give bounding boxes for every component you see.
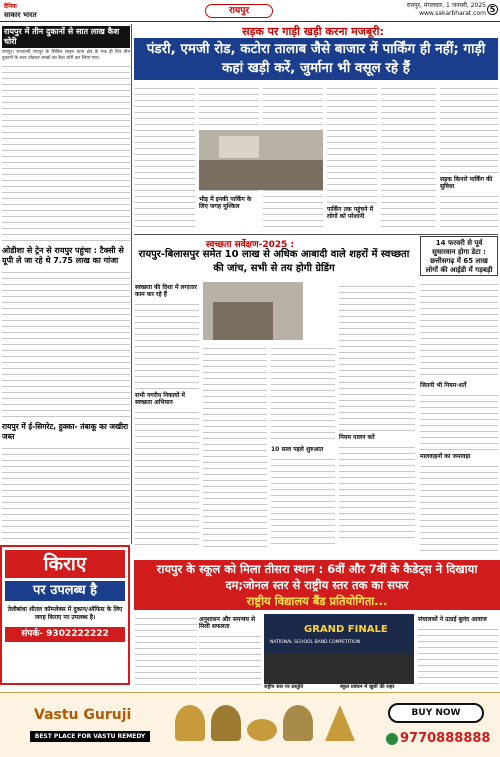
rent-ad-line1: किराए: [5, 550, 125, 578]
lead-col-5-lines: [381, 84, 436, 232]
buy-now-button[interactable]: BUY NOW: [388, 703, 484, 723]
school-col-4-lines: [418, 625, 498, 685]
feb14-box: 14 फरवरी से पूर्व सुधारवान होगा डेटा : छत्तीसगढ़ में 65 लाख लोगों की आईडी में गड़बड़ी: [420, 236, 498, 276]
section-tag: रायपुर: [205, 4, 273, 18]
rent-ad[interactable]: [0, 545, 130, 685]
school-col-2: [199, 614, 261, 690]
lead-headline: पंडरी, एमजी रोड, कटोरा तालाब जैसे बाजार में पार्किंग ही नहीं; गाड़ी कहां खड़ी करें, जुर्माना भी वसूल रहे हैं: [134, 38, 498, 80]
mid-hd1: भीड़ में इनकी पार्किंग के लिए जगह मुश्किल: [199, 196, 252, 210]
phone-number[interactable]: [386, 731, 496, 746]
right-col-lines-3: [420, 462, 498, 552]
bell-icon: [211, 705, 241, 741]
pyramid-icon: [325, 705, 355, 741]
dateline: [407, 2, 486, 18]
school-photo: [264, 614, 414, 684]
swachhata-col-4b-lines: [339, 443, 415, 543]
lead-col-6: [440, 84, 498, 232]
lead-col-1: [135, 84, 195, 232]
idol-icon: [175, 705, 205, 741]
school-col-1: [135, 614, 197, 690]
swachhata-kicker: स्वच्छता सर्वेक्षण-2025 :: [205, 240, 295, 250]
swachhata-col-1: [135, 282, 199, 552]
swachhata-photo: [203, 282, 303, 340]
story1-kicker: रायपुर। राजधानी रायपुर के सिविल लाइन थाना क्षेत्र के एक ही दिन तीन दुकानों के शटर तोड़कर लाखों का कैश चोरी कर लिया गया।: [2, 50, 130, 61]
swachhata-col-2: [203, 344, 267, 552]
swachhata-col-2-lines: [203, 344, 267, 552]
right-hd1: सड़क किनारे पार्किंग की सुविधा: [440, 176, 493, 190]
school-sub2: स्कूल प्रबंधन में खुशी की लहर: [340, 684, 395, 690]
column-rule-left: [131, 24, 132, 544]
rent-ad-line2: पर उपलब्ध है: [5, 581, 125, 601]
brand-name: साकार भारत: [4, 11, 37, 19]
story2-lines: [2, 268, 130, 418]
swachhata-headline: रायपुर-बिलासपुर समेत 10 लाख से अधिक आबादी वाले शहरों में स्वच्छता की जांच, सभी से तय होगी ग्रेडिंग: [138, 249, 410, 274]
school-sub1: राष्ट्रीय स्तर पर प्रस्तुति: [264, 684, 304, 690]
swachhata-col-3: [271, 344, 335, 552]
school-col-2-lines: [199, 632, 261, 690]
story3-headline: रायपुर में ई-सिगरेट, हुक्का- तंबाकू का जखीरा जब्त: [2, 422, 129, 441]
swachhata-col-4-lines: [339, 282, 415, 432]
tortoise-icon: [247, 719, 277, 741]
vastu-products: [175, 705, 375, 745]
story1-lines: [2, 62, 130, 242]
date: रायपुर, मंगलवार, 1 जनवरी, 2025: [406, 2, 486, 9]
mid-hd2: पार्किंग तक पहुंचने में लोगों को परेशानी: [327, 206, 374, 220]
phone-icon: [386, 733, 398, 745]
school-headline-text: रायपुर के स्कूल को मिला तीसरा स्थान : 6वीं और 7वीं के कैडेट्स ने दिखाया दम;जोनल स्तर से राष्ट्रीय स्तर तक का सफर: [156, 562, 478, 592]
school-photo-caption: NATIONAL SCHOOL BAND COMPETITION: [270, 640, 361, 645]
page-number: 5: [487, 4, 498, 15]
school-col-1-lines: [135, 614, 197, 690]
right-col-lines-2: [420, 391, 498, 451]
swachhata-col-1-lines: [135, 300, 199, 390]
rent-ad-line3: तेलीबांधा शीतल कॉम्प्लेक्स में दुकान/ऑफिस के लिए जगह किराए पर उपलब्ध है।: [7, 606, 123, 621]
school-headline: [134, 560, 500, 610]
vastu-ad[interactable]: [0, 692, 500, 757]
lead-col-4: [327, 84, 377, 232]
right-hd4: संचालकों ने उठाई बुलंद आवाज: [418, 616, 487, 623]
right-hd2: जितनी भी नियम-शर्तें: [420, 382, 467, 389]
vastu-logo: Vastu Guruji: [34, 707, 132, 723]
school-sub3: अनुशासन और समन्वय से मिली सफलता: [199, 616, 256, 630]
rent-ad-contact[interactable]: संपर्क- 9302222222: [5, 627, 125, 642]
swachhata-col-1b-lines: [135, 408, 199, 548]
story2-headline: ओडीशा से ट्रेन से रायपुर पहुंचा : टैक्सी से यूपी ले जा रहे थे 7.75 लाख का गांजा: [2, 246, 124, 265]
lead-col-1-lines: [135, 84, 195, 232]
school-col-4: [418, 614, 498, 690]
brand-line1: दैनिक: [4, 3, 17, 10]
swachhata-sub2: सभी नगरीय निकायों में स्वच्छता अभियान: [135, 392, 185, 406]
lead-kicker: सड़क पर गाड़ी खड़ी करना मजबूरी:: [242, 25, 384, 38]
story1-body: [2, 50, 130, 62]
lead-photo: [199, 130, 323, 190]
elephant-icon: [283, 705, 313, 741]
left-column: [2, 26, 130, 541]
swachhata-col-3-lines: [271, 344, 335, 444]
swachhata-sub4: नियम पालन करें: [339, 434, 375, 441]
swachhata-col-4: [339, 282, 415, 552]
school-photo-banner: GRAND FINALE: [304, 624, 388, 635]
lead-col-6-lines: [440, 84, 498, 174]
rule-under-lead: [134, 234, 498, 235]
right-hd3: मालवाहनों का जमावड़ा: [420, 453, 471, 460]
school-headline2: राष्ट्रीय विद्यालय बैंड प्रतियोगिता...: [246, 594, 388, 608]
story3-lines: [2, 444, 130, 541]
lead-col-4-lines: [327, 84, 377, 204]
right-column: [420, 280, 498, 552]
lead-col-6b-lines: [440, 192, 498, 232]
swachhata-sub1: स्वच्छता की दिशा में लगातार काम कर रहे हैं: [135, 284, 197, 298]
story1-headline: रायपुर में तीन दुकानों से सात लाख कैश चोरी: [2, 26, 130, 48]
brand: [4, 2, 74, 20]
right-col-lines: [420, 280, 498, 380]
phone-text: 9770888888: [400, 731, 491, 746]
swachhata-sub3: 10 साल पहले शुरुआत: [271, 446, 324, 453]
vastu-tagline: BEST PLACE FOR VASTU REMEDY: [30, 731, 150, 742]
lead-col-5: [381, 84, 436, 232]
masthead: [0, 0, 500, 22]
website: www.sakarbharat.com: [419, 10, 486, 17]
swachhata-col-3b-lines: [271, 455, 335, 545]
